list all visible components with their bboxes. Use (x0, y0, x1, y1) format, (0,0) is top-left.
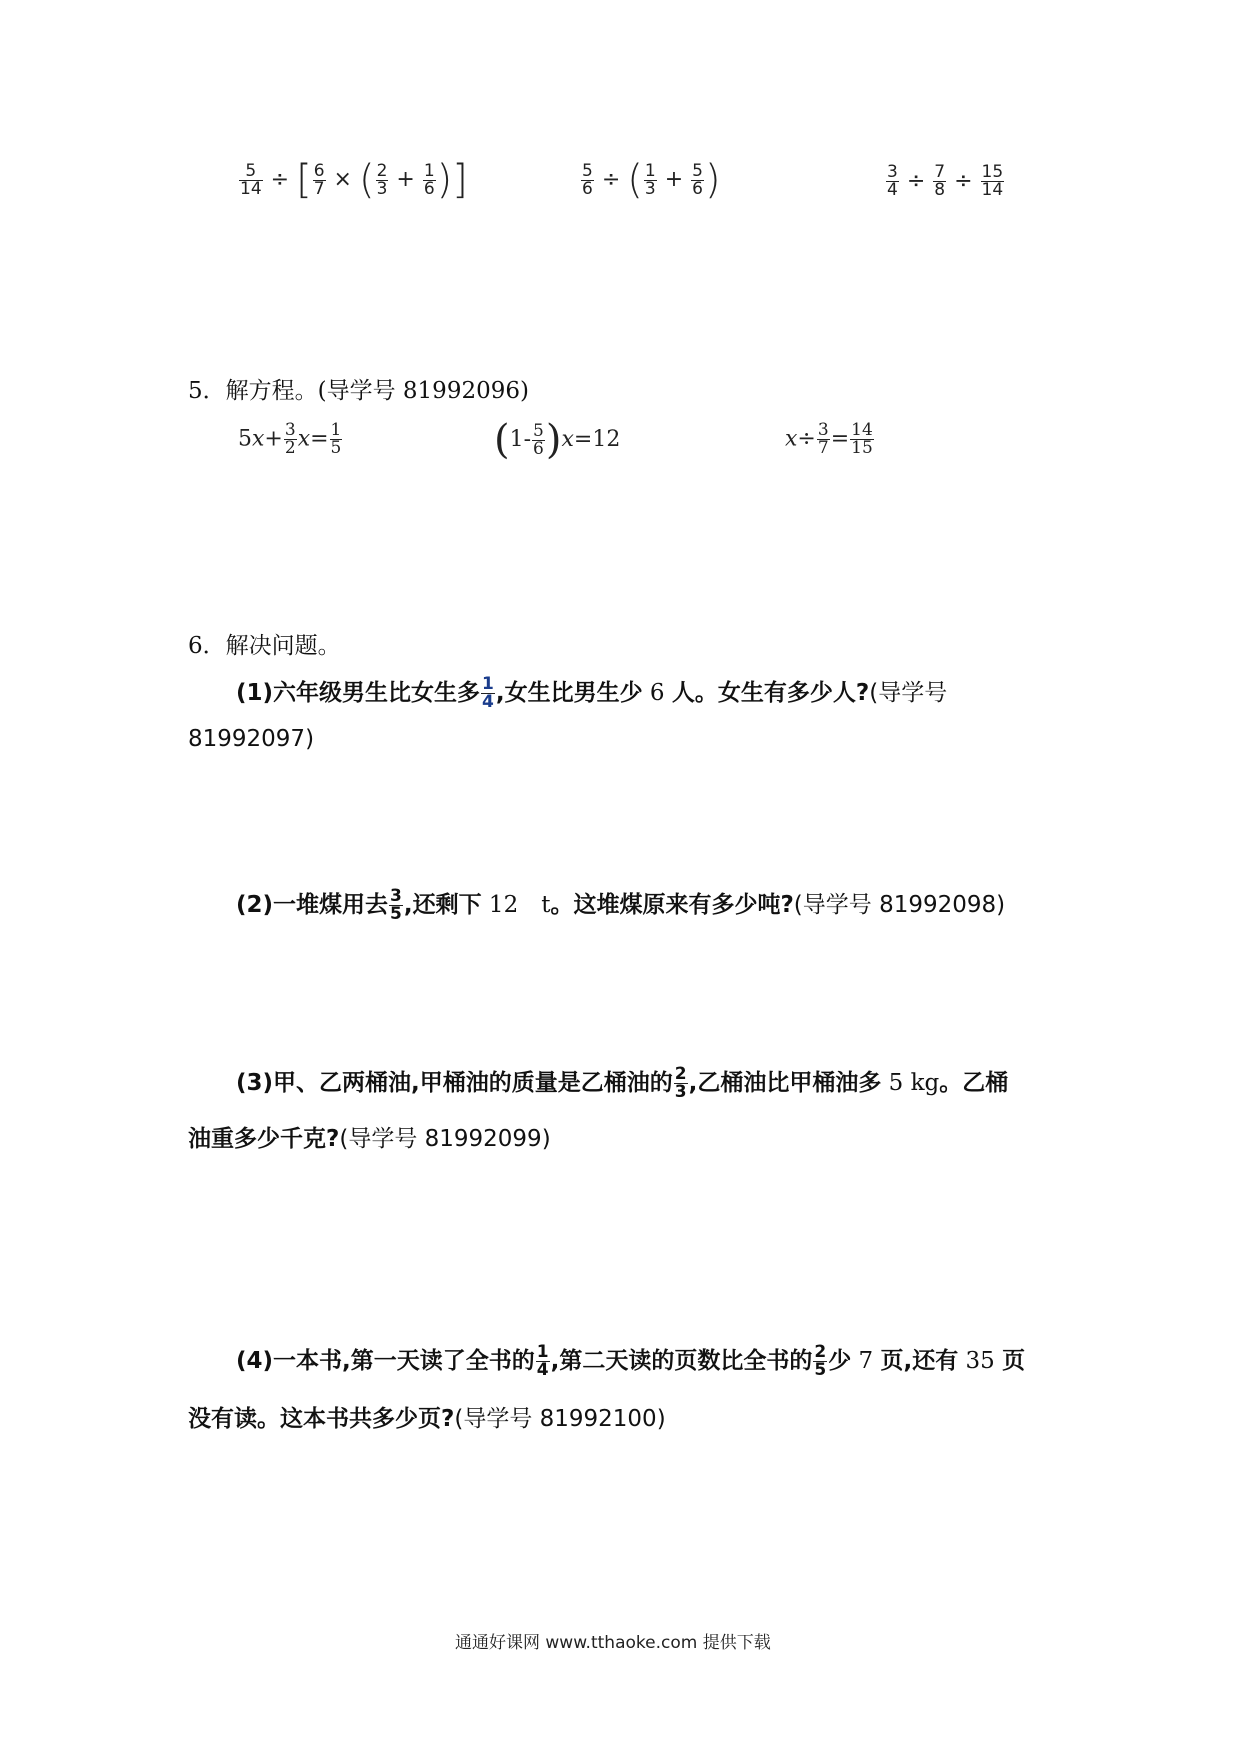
problem-3-line-1: (3)甲、乙两桶油,甲桶油的质量是乙桶油的 $\frac{2}{3}$ ,乙桶油比甲桶油多 5 kg。乙桶 (236, 1064, 1009, 1102)
fraction: $\frac{1}{4}$ (536, 1342, 549, 1380)
fraction: $\frac{15}{14}$ (981, 162, 1004, 200)
question-5-heading: 5．解方程。(导学号 81992096) (188, 378, 529, 404)
fraction: $\frac{14}{15}$ (851, 420, 873, 458)
expression-3: $\frac{3}{4}$ ÷ $\frac{7}{8}$ ÷ $\frac{15}{14}$ (887, 162, 1004, 200)
fraction: $\frac{6}{7}$ (313, 160, 325, 199)
fraction: $\frac{5}{6}$ (692, 160, 703, 199)
fraction: $\frac{3}{5}$ (390, 886, 402, 924)
equation-2: (1- $\frac{5}{6}$ )x=12 (494, 417, 621, 463)
fraction: $\frac{5}{14}$ (240, 160, 262, 199)
question-6-heading: 6．解决问题。 (188, 633, 341, 659)
fraction: $\frac{2}{5}$ (814, 1342, 827, 1380)
equation-3: x÷ $\frac{3}{7}$ = $\frac{14}{15}$ (785, 420, 873, 458)
fraction: $\frac{1}{4}$ (482, 674, 494, 712)
problem-3-line-2: 油重多少千克?(导学号 81992099) (188, 1126, 551, 1152)
fraction: $\frac{3}{4}$ (887, 162, 898, 200)
problem-4-line-1: (4)一本书,第一天读了全书的 $\frac{1}{4}$ ,第二天读的页数比全书的 $\frac{2}{5}$ 少 7 页,还有 35 页 (236, 1342, 1026, 1380)
fraction: $\frac{1}{3}$ (644, 160, 656, 199)
problem-1-line-2: 81992097) (188, 726, 315, 752)
fraction: $\frac{7}{8}$ (934, 162, 946, 200)
fraction: $\frac{3}{2}$ (284, 420, 296, 458)
expression-2: $\frac{5}{6}$ ÷ ( $\frac{1}{3}$ + $\frac{5}{6}$ ) (582, 157, 721, 203)
fraction: $\frac{1}{5}$ (330, 420, 342, 458)
expression-1: $\frac{5}{14}$ ÷ [ $\frac{6}{7}$ × ( $\frac{2}{3}$ + $\frac{1}{6}$ )] (240, 157, 468, 203)
fraction: $\frac{1}{6}$ (423, 160, 435, 199)
problem-4-line-2: 没有读。这本书共多少页?(导学号 81992100) (188, 1406, 666, 1432)
fraction: $\frac{3}{7}$ (817, 420, 829, 458)
equation-1: 5x+ $\frac{3}{2}$ x= $\frac{1}{5}$ (238, 420, 342, 458)
fraction: $\frac{2}{3}$ (376, 160, 388, 199)
fraction: $\frac{5}{6}$ (533, 420, 544, 459)
problem-2: (2)一堆煤用去 $\frac{3}{5}$ ,还剩下 12 t。这堆煤原来有多少吨?(导学号 81992098) (236, 886, 1006, 924)
fraction: $\frac{5}{6}$ (582, 160, 593, 199)
page-footer: 通通好课网 www.tthaoke.com 提供下载 (455, 1633, 771, 1653)
fraction: $\frac{2}{3}$ (674, 1064, 687, 1102)
problem-1-line-1: (1)六年级男生比女生多 $\frac{1}{4}$ ,女生比男生少 6 人。女生有多少人?(导学号 (236, 674, 948, 712)
